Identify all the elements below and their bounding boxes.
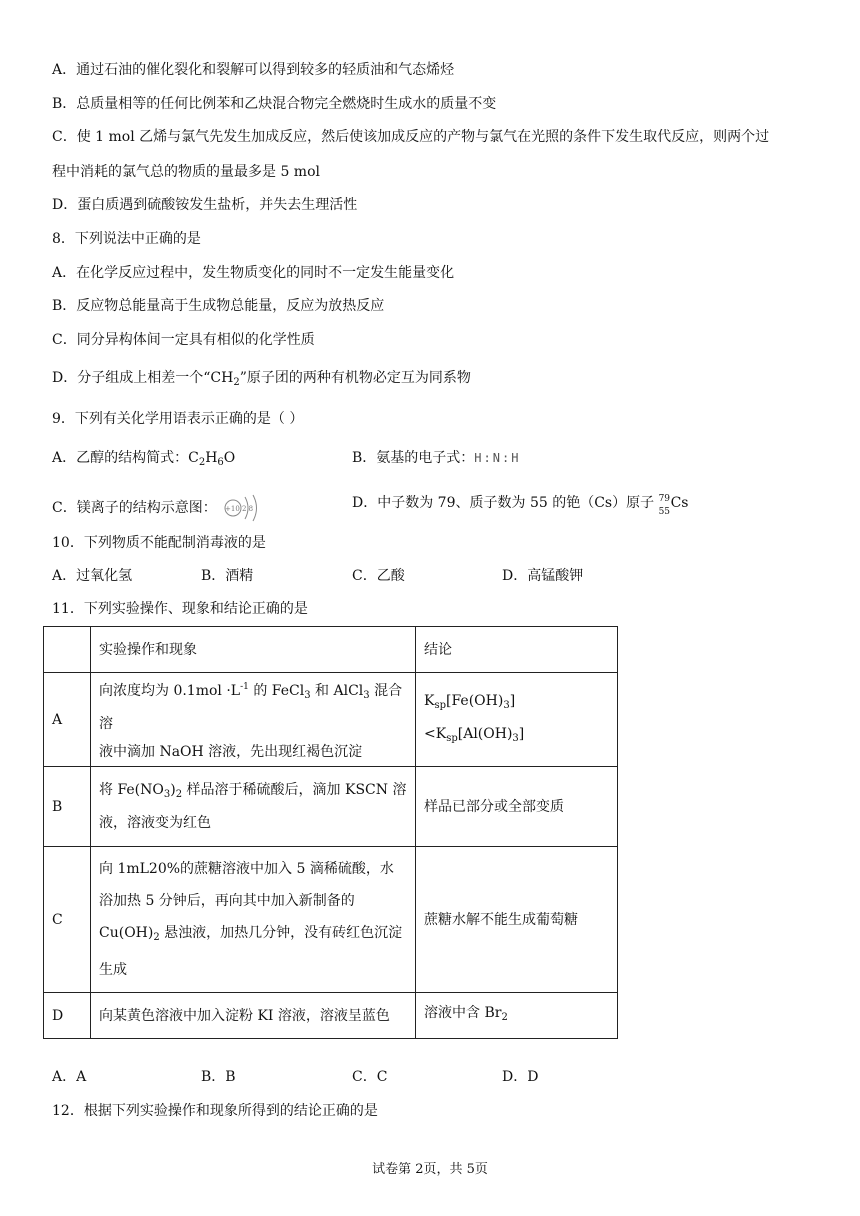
row-conclusion: 蔗糖水解不能生成葡萄糖 (416, 847, 618, 993)
q9-c-label: C．镁离子的结构示意图： (52, 500, 217, 516)
cs-mass-number: 79 (658, 494, 671, 504)
q11-option-b: B．B (201, 1069, 236, 1085)
q9-a-pre: A．乙醇的结构简式：C (52, 450, 199, 466)
con-sub: 3 (512, 732, 519, 744)
table-header-empty (44, 627, 91, 673)
op-sub: 3 (163, 789, 171, 800)
q10-option-a: A．过氧化氢 (52, 568, 133, 584)
q9-option-a (52, 448, 235, 473)
row-label: B (44, 767, 91, 847)
op-text: 将 Fe(NO (99, 782, 164, 798)
page-footer: 试卷第 2页，共 5页 (372, 1162, 488, 1177)
con-text: ]<K (424, 692, 516, 742)
row-conclusion (416, 993, 618, 1039)
q9-a-s2: 6 (217, 457, 224, 468)
cs-atomic-number: 55 (658, 507, 671, 517)
q9-stem: 9．下列有关化学用语表示正确的是（ ） (52, 411, 304, 427)
row-operation (91, 847, 416, 993)
q9-option-c (52, 493, 271, 523)
q11-stem: 11．下列实验操作、现象和结论正确的是 (52, 601, 308, 617)
row-operation (91, 673, 416, 767)
row-operation (91, 767, 416, 847)
con-text: [Fe(OH) (446, 692, 504, 709)
op-text: 浴加热 5 分钟后，再向其中加入新制备的 (99, 893, 355, 909)
q9-a-s1: 2 (198, 457, 206, 468)
table-row (44, 993, 618, 1039)
row-conclusion (416, 673, 618, 767)
row-label: A (44, 673, 91, 767)
table-row (44, 767, 618, 847)
op-text: 向浓度均为 0.1mol ·L (99, 683, 241, 699)
table-header-operation: 实验操作和现象 (91, 627, 416, 673)
op-text: 悬浊液，加热几分钟，没有砖红色沉淀 (159, 925, 403, 941)
q9-option-b (352, 448, 520, 468)
q9-option-d (352, 493, 689, 517)
table-header-row (44, 627, 618, 673)
op-sub: 3 (363, 690, 370, 701)
q11-option-a: A．A (52, 1069, 87, 1085)
con-text: [Al(OH) (457, 725, 513, 742)
op-text: 和 AlCl (310, 683, 364, 699)
q9-a-post: O (223, 450, 236, 466)
q10-option-b: B．酒精 (201, 568, 254, 584)
q11-option-d: D．D (502, 1069, 539, 1085)
op-text: 液中滴加 NaOH 溶液，先出现红褐色沉淀 (99, 744, 363, 760)
q8-d-formula: CH (210, 370, 234, 386)
row-operation: 向某黄色溶液中加入淀粉 KI 溶液，溶液呈蓝色 (91, 993, 416, 1039)
q10-stem: 10．下列物质不能配制消毒液的是 (52, 535, 266, 551)
q9-b-label: B．氨基的电子式： (352, 450, 475, 466)
q8-stem: 8．下列说法中正确的是 (52, 231, 201, 247)
op-text: 样品溶于稀硫酸后，滴加 KSCN 溶 (182, 782, 407, 798)
op-text: 的 FeCl (248, 683, 305, 699)
q10-option-d: D．高锰酸钾 (502, 568, 584, 584)
q7-option-b: B．总质量相等的任何比例苯和乙炔混合物完全燃烧时生成水的质量不变 (52, 96, 497, 112)
table-row (44, 673, 618, 767)
op-sub: 2 (153, 932, 160, 943)
q8-option-d (52, 368, 471, 393)
op-sub: 2 (175, 789, 183, 800)
q11-table (43, 626, 618, 1039)
q7-option-a: A．通过石油的催化裂化和裂解可以得到较多的轻质油和气态烯烃 (52, 62, 455, 78)
cs-symbol: Cs (670, 495, 689, 511)
row-conclusion: 样品已部分或全部变质 (416, 767, 618, 847)
table-row (44, 847, 618, 993)
amino-electron-formula: H:N:H (474, 451, 521, 465)
q8-option-a: A．在化学反应过程中，发生物质变化的同时不一定发生能量变化 (52, 265, 455, 281)
op-text: 向 1mL20%的蔗糖溶液中加入 5 滴稀硫酸，水 (99, 861, 394, 877)
op-text: 混合溶 (99, 683, 403, 732)
table-header-conclusion: 结论 (416, 627, 618, 673)
mg-diagram-label: +10 2 8 (225, 505, 254, 513)
q8-d-pre: D．分子组成上相差一个“ (52, 370, 211, 386)
q7-option-c-line2: 程中消耗的氯气总的物质的量最多是 5 mol (52, 164, 320, 180)
row-label: D (44, 993, 91, 1039)
q7-option-d: D．蛋白质遇到硫酸铵发生盐析，并失去生理活性 (52, 197, 358, 213)
q8-d-sub: 2 (233, 377, 240, 388)
q8-option-c: C．同分异构体间一定具有相似的化学性质 (52, 332, 315, 348)
con-sub: 3 (503, 699, 510, 711)
con-text: 溶液中含 Br (424, 1005, 502, 1021)
op-sub: 3 (304, 690, 311, 701)
q9-a-mid: H (205, 450, 218, 466)
con-sub: 2 (501, 1012, 508, 1023)
con-text: K (424, 692, 435, 709)
con-sub: sp (446, 732, 458, 744)
op-text: 液，溶液变为红色 (99, 815, 211, 831)
con-text: ] (518, 725, 525, 742)
q11-option-c: C．C (352, 1069, 388, 1085)
q10-option-c: C．乙酸 (352, 568, 405, 584)
q8-option-b: B．反应物总能量高于生成物总能量，反应为放热反应 (52, 298, 385, 314)
op-text: 生成 (99, 962, 127, 978)
q8-d-post: ”原子团的两种有机物必定互为同系物 (239, 370, 471, 386)
con-sub: sp (434, 699, 447, 711)
row-label: C (44, 847, 91, 993)
op-sup: -1 (240, 682, 249, 692)
magnesium-ion-diagram (221, 493, 271, 523)
q12-stem: 12．根据下列实验操作和现象所得到的结论正确的是 (52, 1103, 378, 1119)
q7-option-c-line1: C．使 1 mol 乙烯与氯气先发生加成反应，然后使该加成反应的产物与氯气在光照的条件下发生取代反应，则两个过 (52, 129, 770, 145)
op-text: Cu(OH) (99, 925, 154, 941)
op-text: ) (170, 782, 176, 798)
q9-d-pre: D．中子数为 79、质子数为 55 的铯（Cs）原子 (352, 495, 655, 511)
